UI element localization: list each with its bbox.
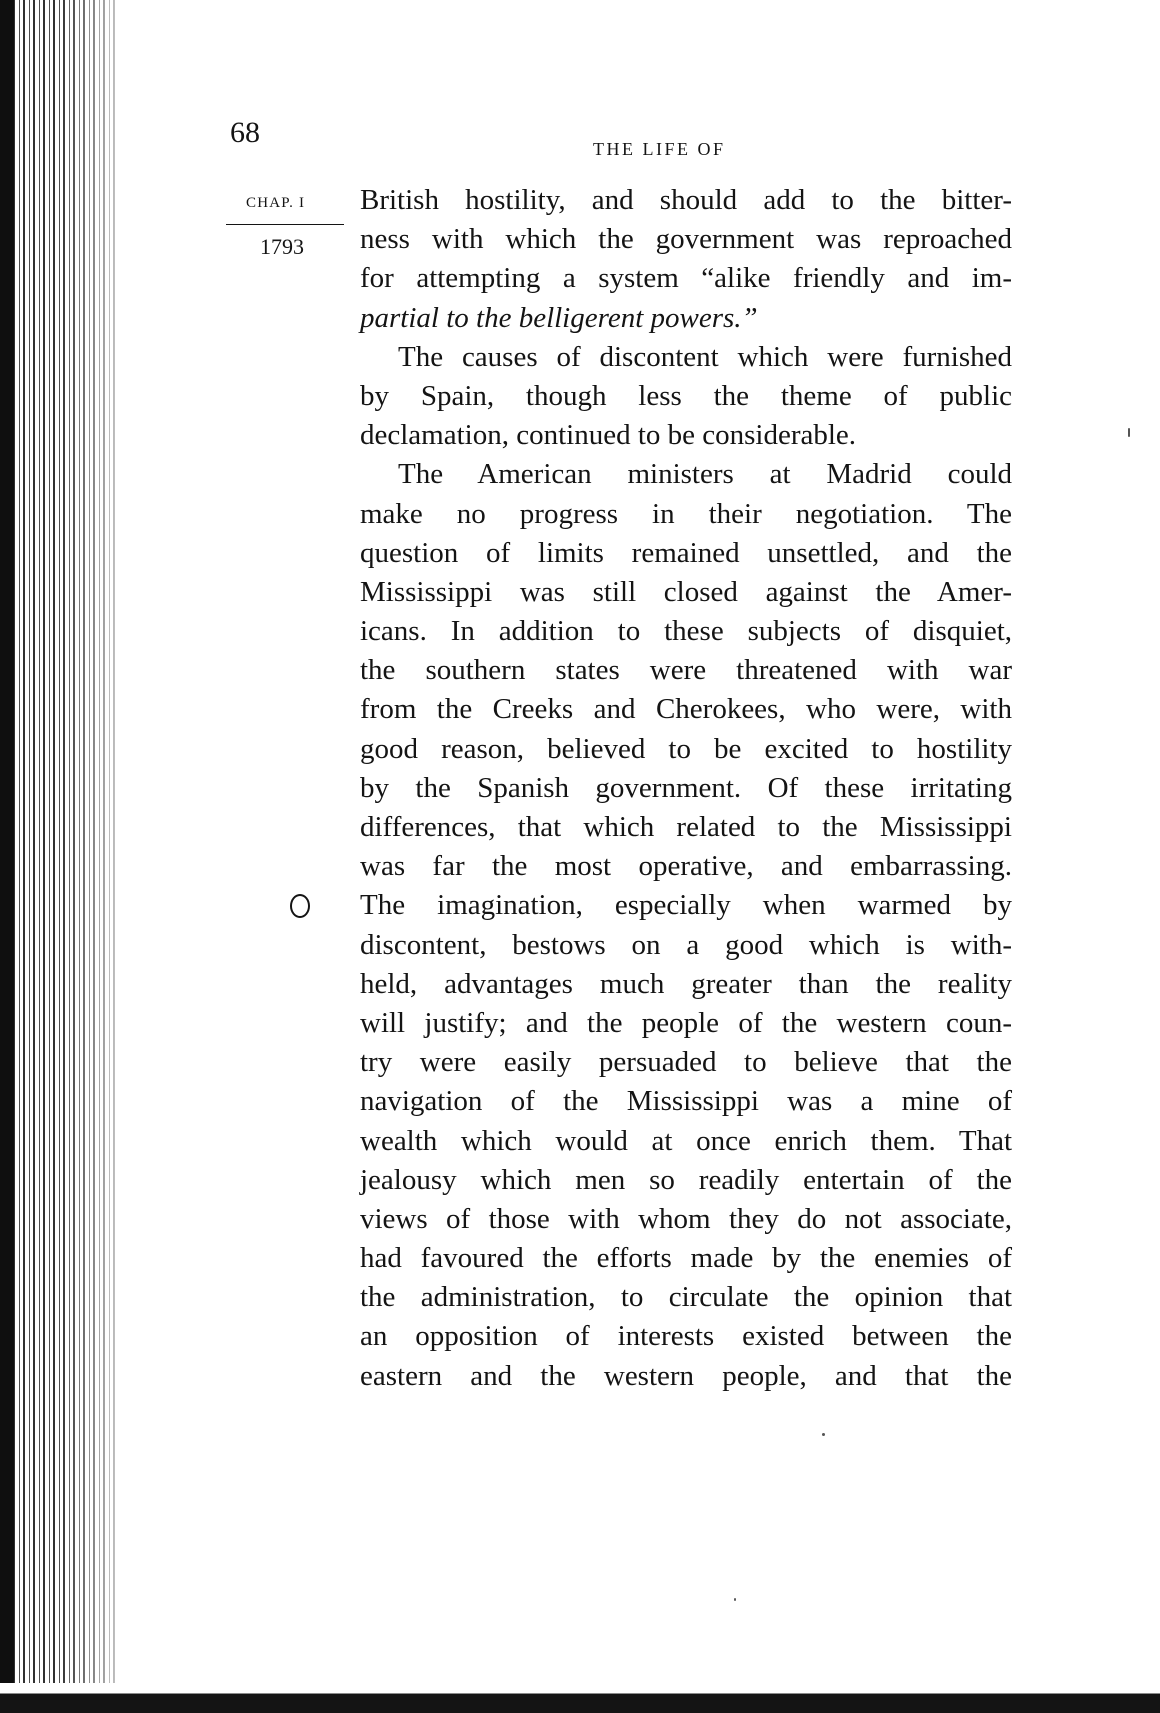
- text-line: make no progress in their negotiation. The: [360, 497, 1012, 530]
- body-text: [360, 181, 1012, 1396]
- text-line: British hostility, and should add to the bitter-: [360, 184, 1012, 216]
- text-line: eastern and the western people, and that the: [360, 1359, 1012, 1392]
- binding-fade: [60, 0, 120, 1713]
- text-line: by the Spanish government. Of these irritating: [360, 771, 1012, 804]
- text-line: discontent, bestows on a good which is with-: [360, 928, 1012, 961]
- text-line: question of limits remained unsettled, and the: [360, 536, 1012, 569]
- text-line: an opposition of interests existed between the: [360, 1320, 1012, 1353]
- text-line: navigation of the Mississippi was a mine of: [360, 1085, 1012, 1118]
- paragraph-start: The American ministers at Madrid could: [398, 458, 1012, 491]
- scan-speck: [1128, 428, 1130, 437]
- text-line: jealousy which men so readily entertain of the: [360, 1163, 1012, 1196]
- binding-shadow: [0, 0, 14, 1713]
- text-line: Mississippi was still closed against the Amer-: [360, 575, 1012, 608]
- text-line: held, advantages much greater than the reality: [360, 967, 1012, 1000]
- paragraph-start: The causes of discontent which were furnished: [398, 340, 1012, 373]
- text-line: icans. In addition to these subjects of disquiet,: [360, 615, 1012, 648]
- text-line: good reason, believed to be excited to hostility: [360, 732, 1012, 765]
- text-line: was far the most operative, and embarrassing.: [360, 850, 1012, 883]
- page-bottom-edge: [0, 1683, 1160, 1713]
- page-number: 68: [230, 116, 260, 149]
- text-line: ness with which the government was reproached: [360, 223, 1012, 256]
- text-line: for attempting a system “alike friendly and im-: [360, 262, 1012, 295]
- scan-speck: [822, 1433, 825, 1436]
- running-title: THE LIFE OF: [593, 139, 726, 159]
- text-line: the southern states were threatened with war: [360, 654, 1012, 687]
- text-line: views of those with whom they do not associate,: [360, 1202, 1012, 1235]
- text-line: had favoured the efforts made by the enemies of: [360, 1242, 1012, 1275]
- text-line: try were easily persuaded to believe that the: [360, 1046, 1012, 1079]
- scan-speck: [734, 1598, 736, 1601]
- text-line: from the Creeks and Cherokees, who were, with: [360, 693, 1012, 726]
- text-line: by Spain, though less the theme of public: [360, 379, 1012, 412]
- text-line: The imagination, especially when warmed by: [360, 889, 1012, 922]
- margin-year: 1793: [260, 234, 304, 259]
- text-line: declamation, continued to be considerable.: [360, 419, 857, 452]
- text-line: will justify; and the people of the western coun-: [360, 1006, 1012, 1039]
- margin-chapter-label: CHAP. I: [246, 195, 306, 211]
- margin-circle-mark: [290, 894, 310, 918]
- margin-rule: [226, 224, 344, 225]
- text-line: the administration, to circulate the opinion that: [360, 1281, 1012, 1314]
- text-line: wealth which would at once enrich them. That: [360, 1124, 1012, 1157]
- text-line: differences, that which related to the Mississippi: [360, 811, 1012, 843]
- text-line: partial to the belligerent powers.”: [360, 301, 758, 334]
